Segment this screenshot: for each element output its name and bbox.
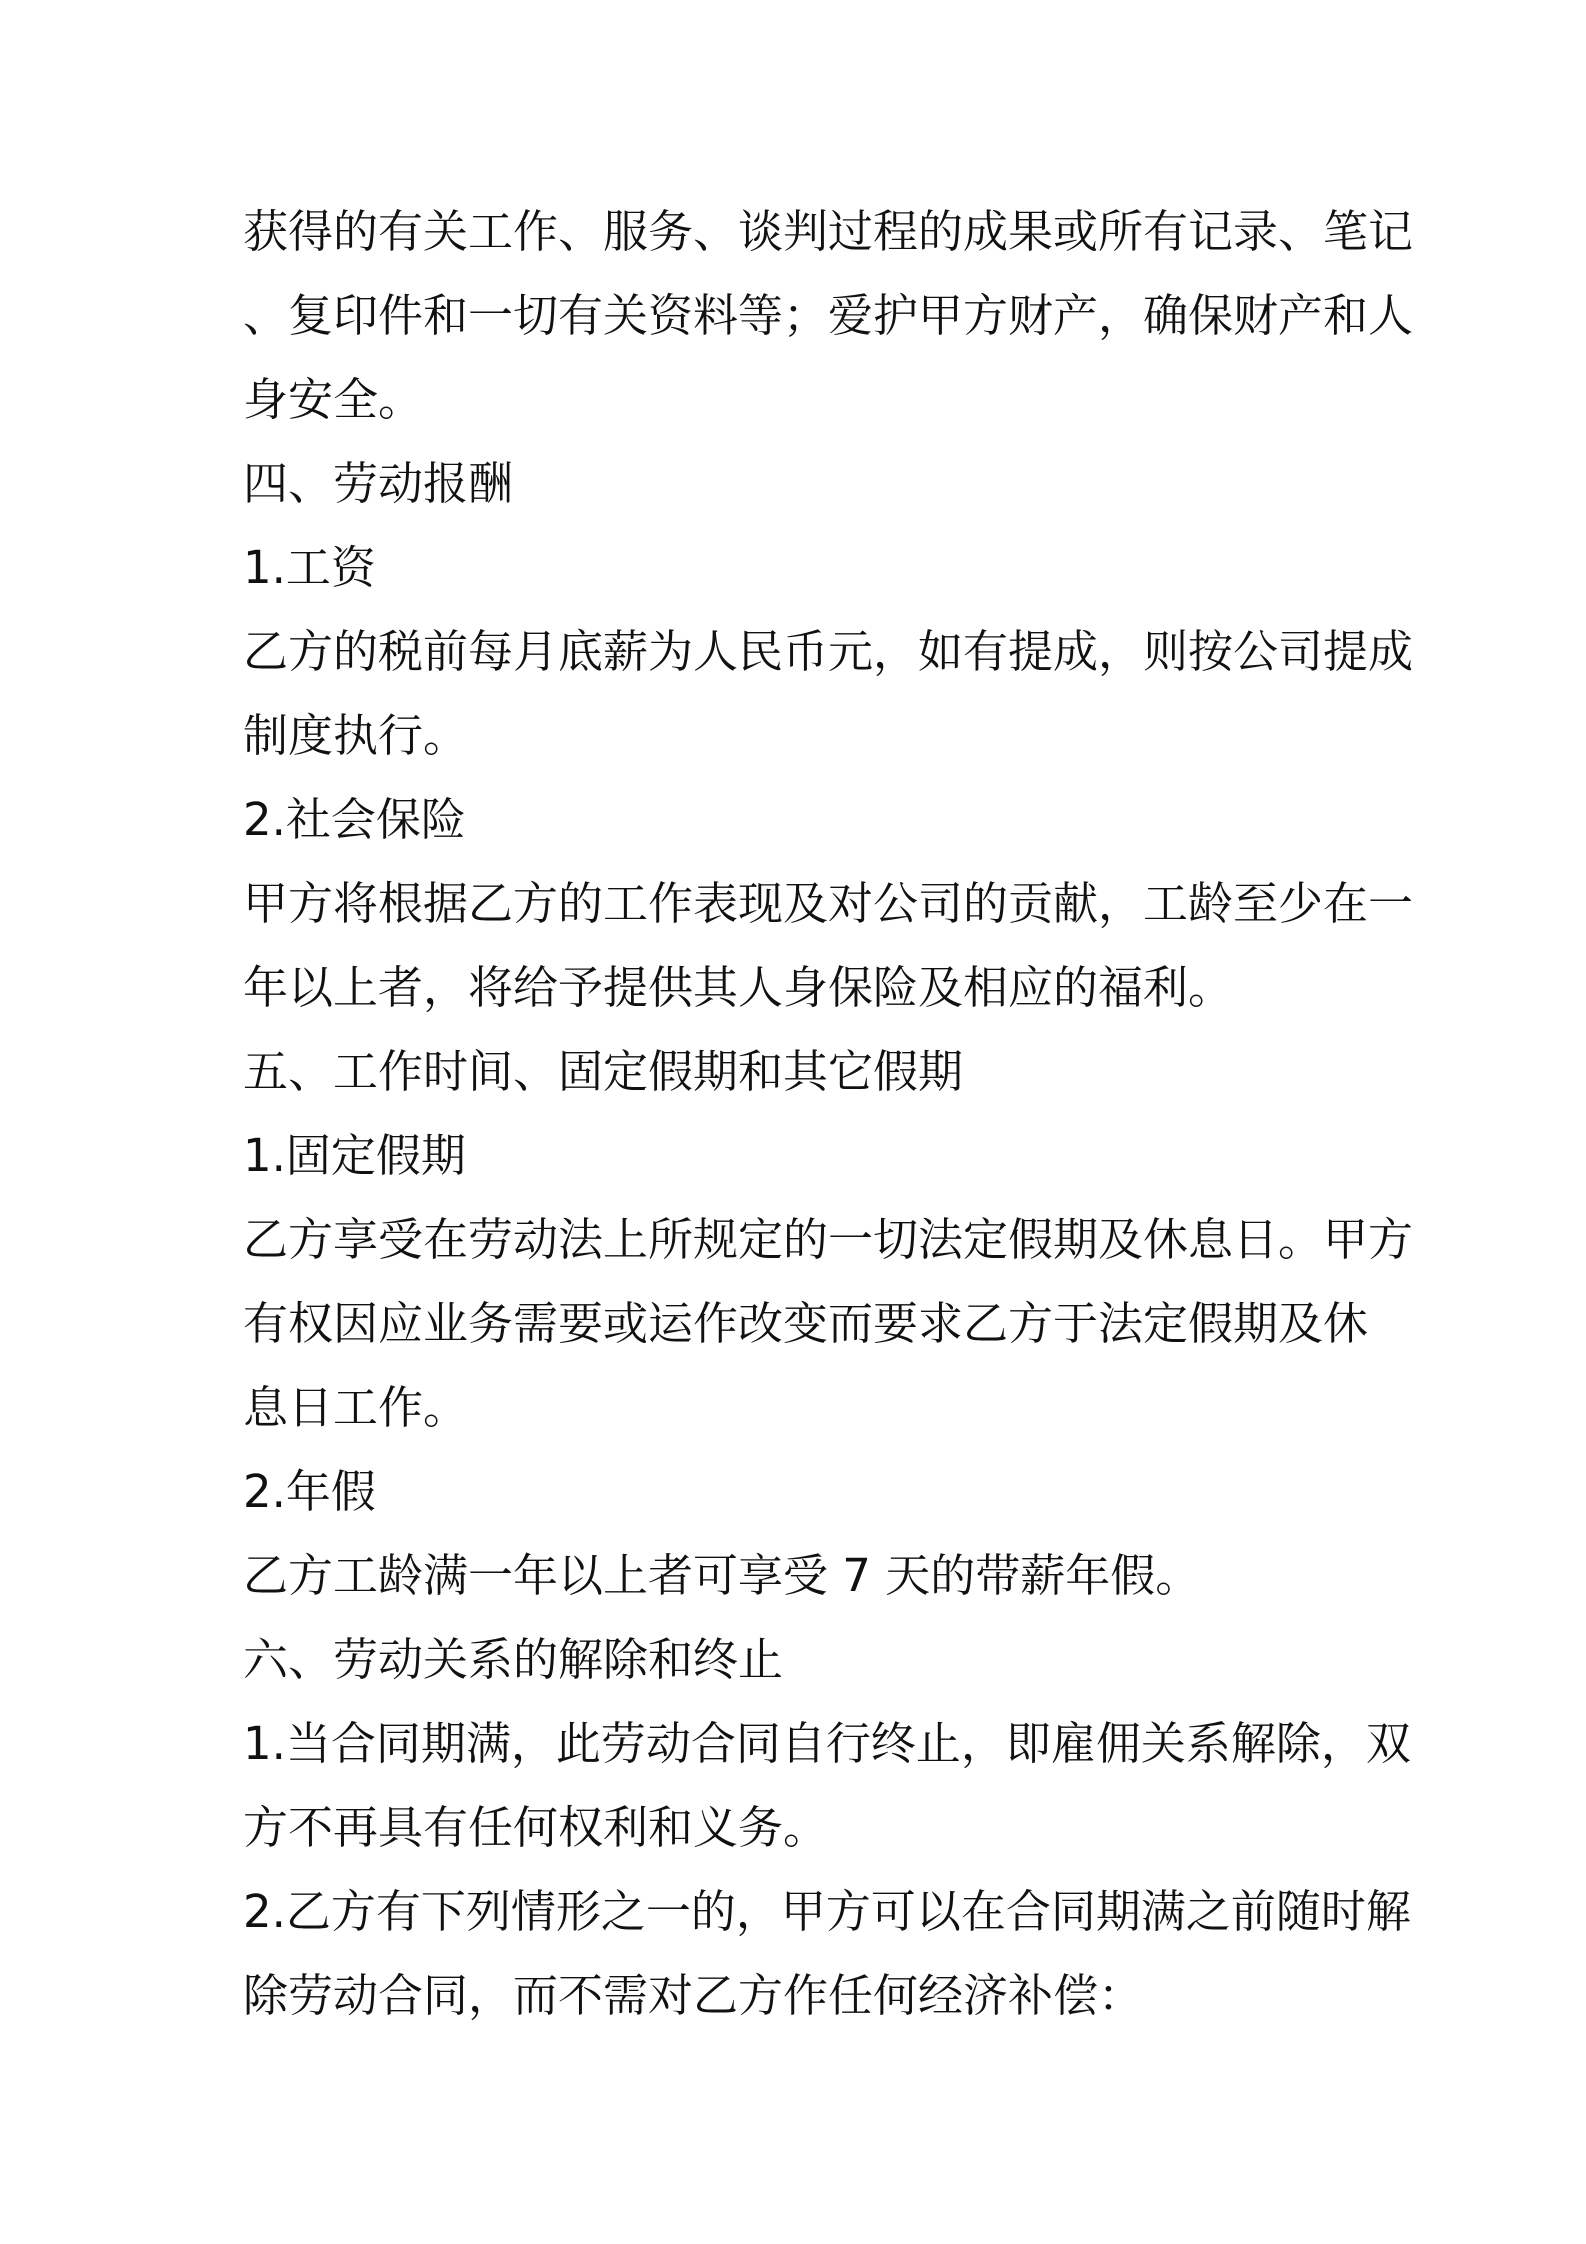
text-line: 获得的有关工作、服务、谈判过程的成果或所有记录、笔记 <box>243 205 1414 258</box>
text-line: 方不再具有任何权利和义务。 <box>243 1801 829 1854</box>
section-heading: 五、工作时间、固定假期和其它假期 <box>243 1045 964 1098</box>
text-line: 1.当合同期满，此劳动合同自行终止，即雇佣关系解除，双 <box>243 1717 1411 1770</box>
text-line: 、复印件和一切有关资料等；爱护甲方财产，确保财产和人 <box>243 289 1414 342</box>
section-heading: 六、劳动关系的解除和终止 <box>243 1633 784 1686</box>
text-line: 乙方享受在劳动法上所规定的一切法定假期及休息日。甲方 <box>243 1213 1414 1266</box>
text-line: 乙方的税前每月底薪为人民币元，如有提成，则按公司提成 <box>243 625 1414 678</box>
text-line: 年以上者，将给予提供其人身保险及相应的福利。 <box>243 961 1234 1014</box>
text-line: 除劳动合同，而不需对乙方作任何经济补偿： <box>243 1969 1144 2022</box>
subsection-heading: 2.年假 <box>243 1465 376 1518</box>
subsection-heading: 1.固定假期 <box>243 1129 466 1182</box>
text-line: 息日工作。 <box>243 1381 469 1434</box>
document-body <box>243 190 1414 2038</box>
subsection-heading: 2.社会保险 <box>243 793 466 846</box>
text-line: 乙方工龄满一年以上者可享受 7 天的带薪年假。 <box>243 1549 1201 1602</box>
text-line: 制度执行。 <box>243 709 469 762</box>
text-line: 身安全。 <box>243 373 424 426</box>
section-heading: 四、劳动报酬 <box>243 457 514 510</box>
text-line: 甲方将根据乙方的工作表现及对公司的贡献，工龄至少在一 <box>243 877 1414 930</box>
subsection-heading: 1.工资 <box>243 541 376 594</box>
text-line: 2.乙方有下列情形之一的，甲方可以在合同期满之前随时解 <box>243 1885 1411 1938</box>
text-line: 有权因应业务需要或运作改变而要求乙方于法定假期及休 <box>243 1297 1369 1350</box>
